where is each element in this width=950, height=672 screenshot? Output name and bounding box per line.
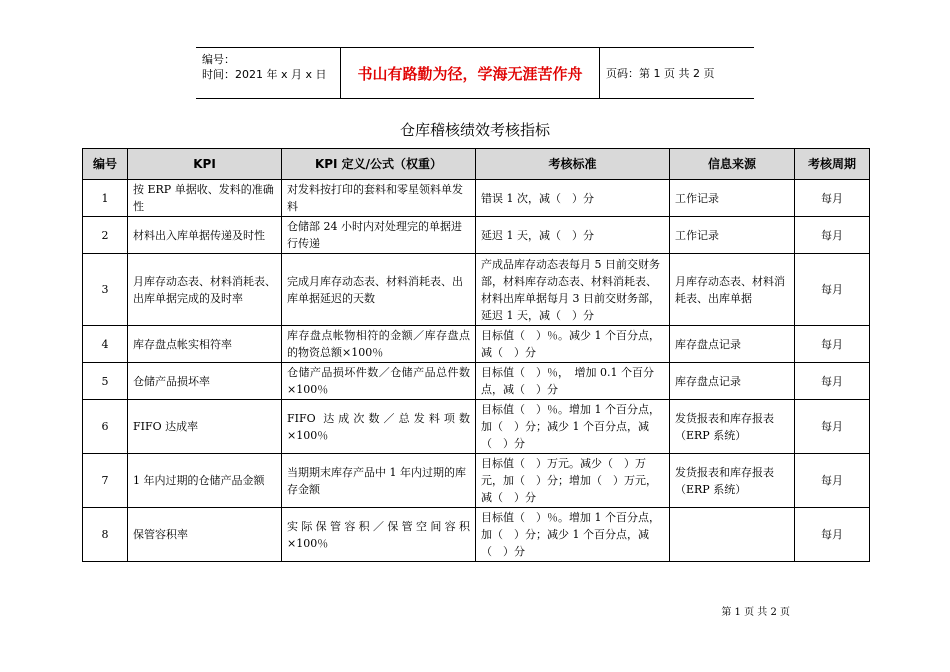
header-page-label: 页码：第 1 页 共 2 页 [606, 67, 715, 80]
header-cell-source: 信息来源 [670, 149, 795, 180]
cell-number: 6 [83, 400, 128, 454]
cell-source [670, 508, 795, 562]
header-cell-period: 考核周期 [795, 149, 870, 180]
cell-source: 库存盘点记录 [670, 326, 795, 363]
cell-number: 1 [83, 180, 128, 217]
table-row [83, 454, 870, 508]
cell-source: 工作记录 [670, 217, 795, 254]
page-footer: 第 1 页 共 2 页 [721, 607, 790, 618]
document-number-label: 编号： [202, 53, 235, 66]
cell-period: 每月 [795, 508, 870, 562]
header-cell-standard: 考核标准 [476, 149, 670, 180]
cell-definition: 库存盘点帐物相符的金额／库存盘点的物资总额×100％ [282, 326, 476, 363]
kpi-table [82, 148, 870, 562]
cell-standard: 错误 1 次，减（ ）分 [476, 180, 670, 217]
cell-period: 每月 [795, 217, 870, 254]
cell-source: 工作记录 [670, 180, 795, 217]
table-row [83, 180, 870, 217]
cell-standard: 延迟 1 天，减（ ）分 [476, 217, 670, 254]
cell-kpi: FIFO 达成率 [128, 400, 282, 454]
header-meta [196, 48, 341, 98]
cell-number: 3 [83, 254, 128, 326]
cell-standard: 产成品库存动态表每月 5 日前交财务部，材料库存动态表、材料消耗表、材料出库单据每月 3 日前交财务部，延迟 1 天，减（ ）分 [476, 254, 670, 326]
cell-kpi: 1 年内过期的仓储产品金额 [128, 454, 282, 508]
cell-definition: FIFO 达成次数／总发料项数×100％ [282, 400, 476, 454]
cell-number: 4 [83, 326, 128, 363]
header-cell-kpi: KPI [128, 149, 282, 180]
cell-number: 8 [83, 508, 128, 562]
cell-period: 每月 [795, 400, 870, 454]
cell-definition: 对发料按打印的套料和零星领料单发料 [282, 180, 476, 217]
cell-standard: 目标值（ ）万元。减少（ ）万元，加（ ）分；增加（ ）万元，减（ ）分 [476, 454, 670, 508]
cell-period: 每月 [795, 180, 870, 217]
header-motto: 书山有路勤为径，学海无涯苦作舟 [341, 48, 600, 98]
document-time-label: 时间：2021 年 x 月 x 日 [202, 68, 327, 81]
cell-standard: 目标值（ ）％。减少 1 个百分点，减（ ）分 [476, 326, 670, 363]
cell-source: 发货报表和库存报表（ERP 系统） [670, 400, 795, 454]
cell-kpi: 库存盘点帐实相符率 [128, 326, 282, 363]
table-row [83, 217, 870, 254]
cell-standard: 目标值（ ）％。增加 1 个百分点，加（ ）分；减少 1 个百分点，减（ ）分 [476, 400, 670, 454]
cell-kpi: 月库存动态表、材料消耗表、出库单据完成的及时率 [128, 254, 282, 326]
cell-definition: 当期期末库存产品中 1 年内过期的库存金额 [282, 454, 476, 508]
header-cell-number: 编号 [83, 149, 128, 180]
cell-period: 每月 [795, 454, 870, 508]
cell-kpi: 按 ERP 单据收、发料的准确性 [128, 180, 282, 217]
cell-kpi: 保管容积率 [128, 508, 282, 562]
cell-definition: 实际保管容积／保管空间容积×100％ [282, 508, 476, 562]
cell-definition: 仓储部 24 小时内对处理完的单据进行传递 [282, 217, 476, 254]
cell-definition: 完成月库存动态表、材料消耗表、出库单据延迟的天数 [282, 254, 476, 326]
cell-number: 5 [83, 363, 128, 400]
page-title: 仓库稽核绩效考核指标 [399, 121, 550, 139]
cell-period: 每月 [795, 363, 870, 400]
cell-number: 2 [83, 217, 128, 254]
cell-number: 7 [83, 454, 128, 508]
table-header-row [83, 149, 870, 180]
cell-period: 每月 [795, 254, 870, 326]
table-row [83, 400, 870, 454]
cell-period: 每月 [795, 326, 870, 363]
cell-source: 月库存动态表、材料消耗表、出库单据 [670, 254, 795, 326]
cell-source: 库存盘点记录 [670, 363, 795, 400]
table-row [83, 326, 870, 363]
cell-standard: 目标值（ ）％， 增加 0.1 个百分点，减（ ）分 [476, 363, 670, 400]
cell-kpi: 材料出入库单据传递及时性 [128, 217, 282, 254]
cell-standard: 目标值（ ）％。增加 1 个百分点，加（ ）分；减少 1 个百分点，减（ ）分 [476, 508, 670, 562]
cell-definition: 仓储产品损坏件数／仓储产品总件数×100％ [282, 363, 476, 400]
table-row [83, 508, 870, 562]
cell-kpi: 仓储产品损坏率 [128, 363, 282, 400]
table-row [83, 254, 870, 326]
table-row [83, 363, 870, 400]
cell-source: 发货报表和库存报表（ERP 系统） [670, 454, 795, 508]
page-header [196, 47, 754, 99]
header-cell-definition: KPI 定义/公式（权重） [282, 149, 476, 180]
